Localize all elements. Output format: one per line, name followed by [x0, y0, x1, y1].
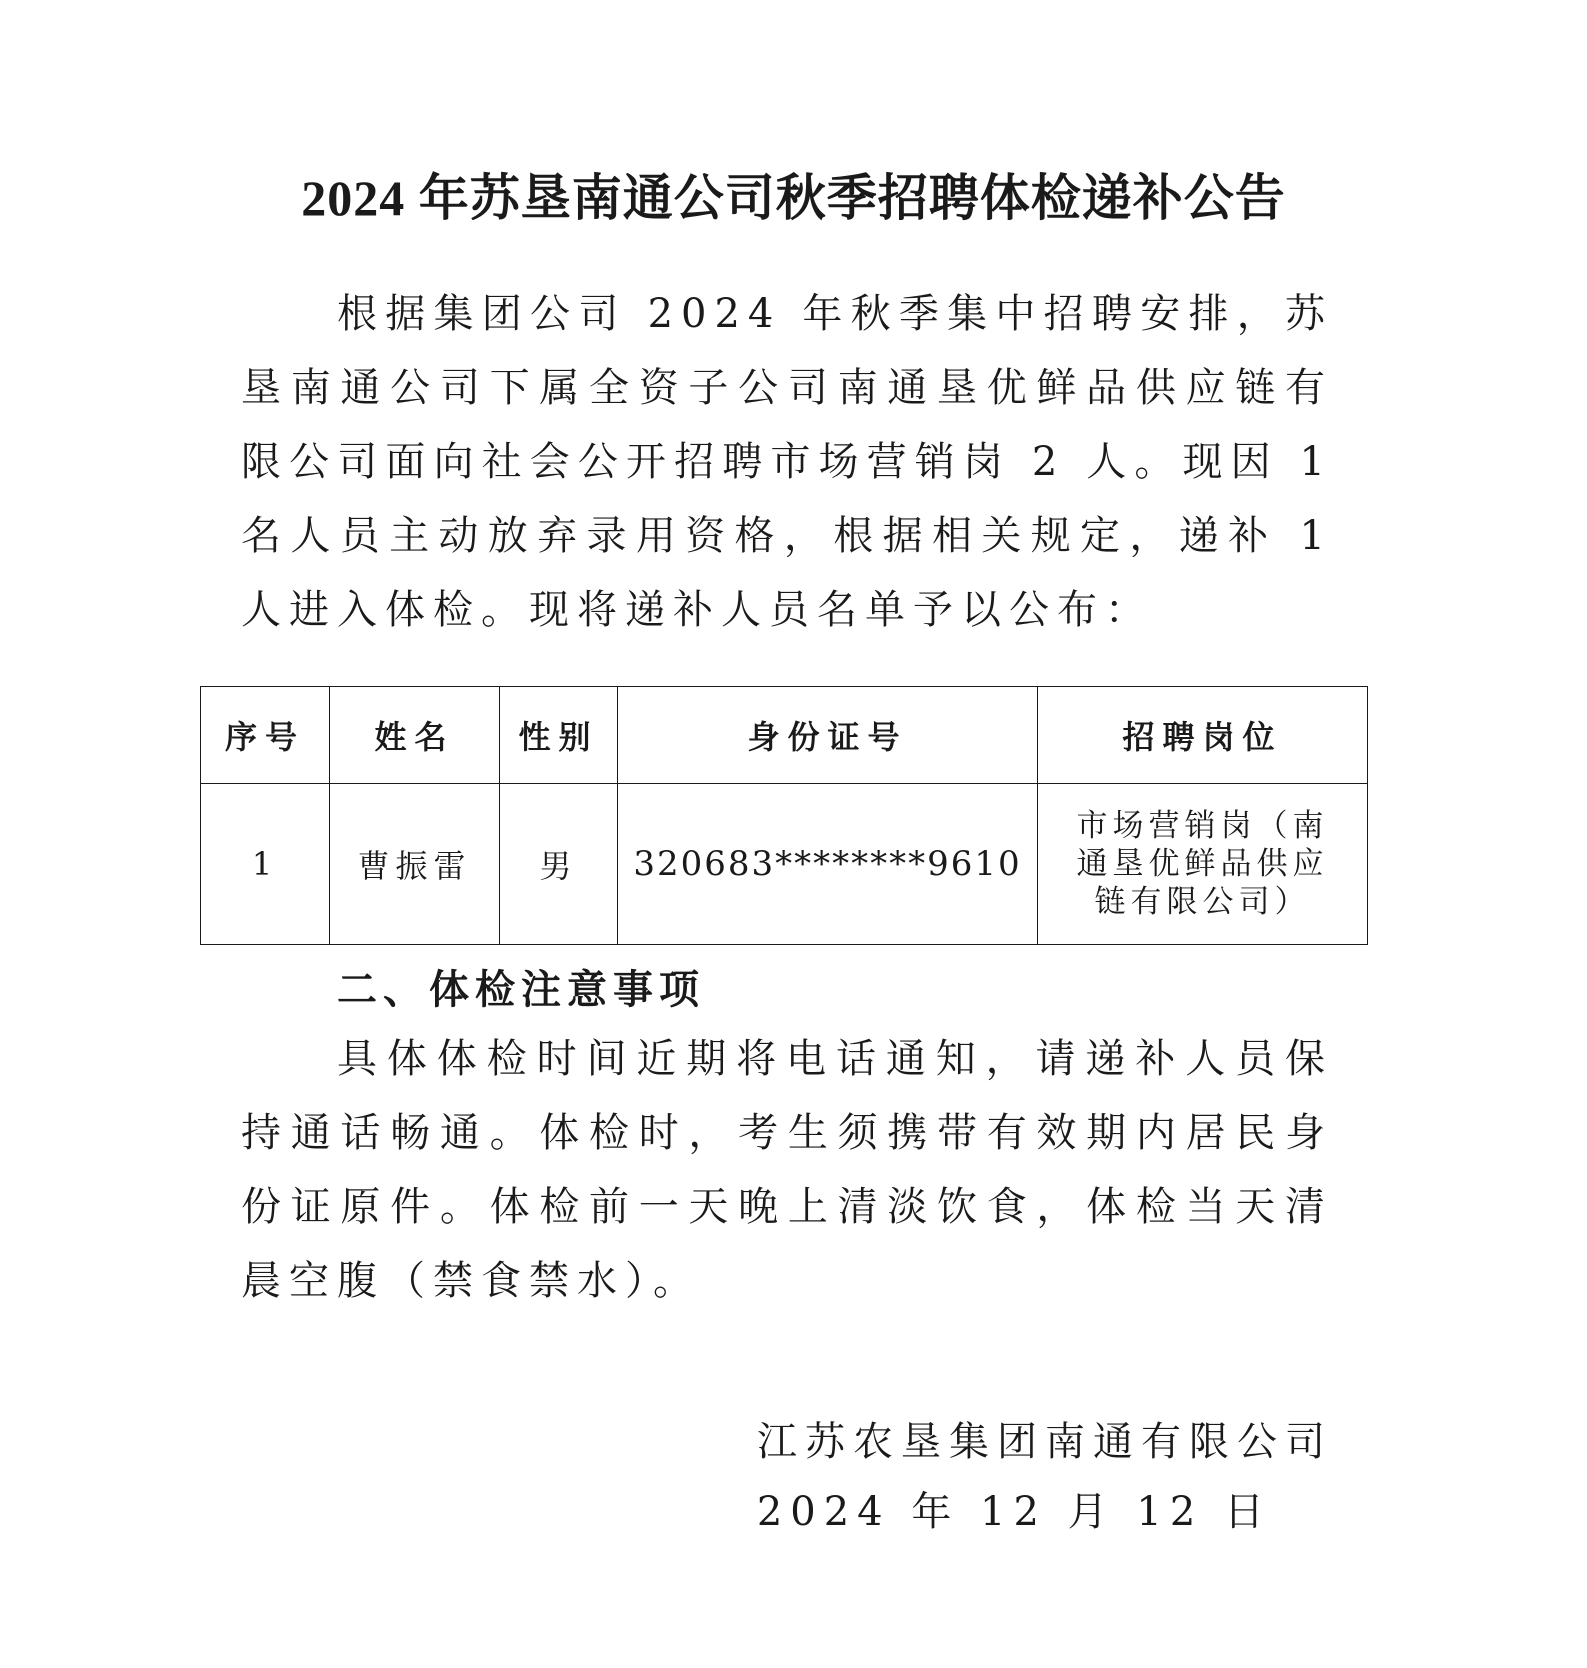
header-index: 序号: [201, 687, 330, 784]
candidate-table: [200, 686, 1368, 945]
header-gender: 性别: [500, 687, 618, 784]
cell-gender: 男: [500, 784, 618, 945]
signature-date: 2024 年 12 月 12 日: [756, 1489, 1272, 1535]
cell-id-number: 320683********9610: [618, 784, 1038, 945]
cell-position: 市场营销岗（南通垦优鲜品供应链有限公司）: [1038, 784, 1368, 945]
table-header-row: [201, 687, 1368, 784]
cell-name: 曹振雷: [330, 784, 500, 945]
intro-paragraph: 根据集团公司 2024 年秋季集中招聘安排，苏垦南通公司下属全资子公司南通垦优鲜品供应链有限公司面向社会公开招聘市场营销岗 2 人。现因 1 名人员主动放弃录用资格，根据相关规定，递补 1 人进入体检。现将递补人员名单予以公布：: [241, 291, 1333, 633]
header-name: 姓名: [330, 687, 500, 784]
header-id-number: 身份证号: [618, 687, 1038, 784]
header-position: 招聘岗位: [1038, 687, 1368, 784]
table-row: [201, 784, 1368, 945]
section-heading: 二、体检注意事项: [337, 966, 705, 1013]
notes-paragraph: 具体体检时间近期将电话通知，请递补人员保持通话畅通。体检时，考生须携带有效期内居民身份证原件。体检前一天晚上清淡饮食，体检当天清晨空腹（禁食禁水）。: [241, 1036, 1333, 1304]
cell-index: 1: [201, 784, 330, 945]
signature-organization: 江苏农垦集团南通有限公司: [757, 1419, 1333, 1465]
page-title: 2024 年苏垦南通公司秋季招聘体检递补公告: [301, 169, 1286, 226]
